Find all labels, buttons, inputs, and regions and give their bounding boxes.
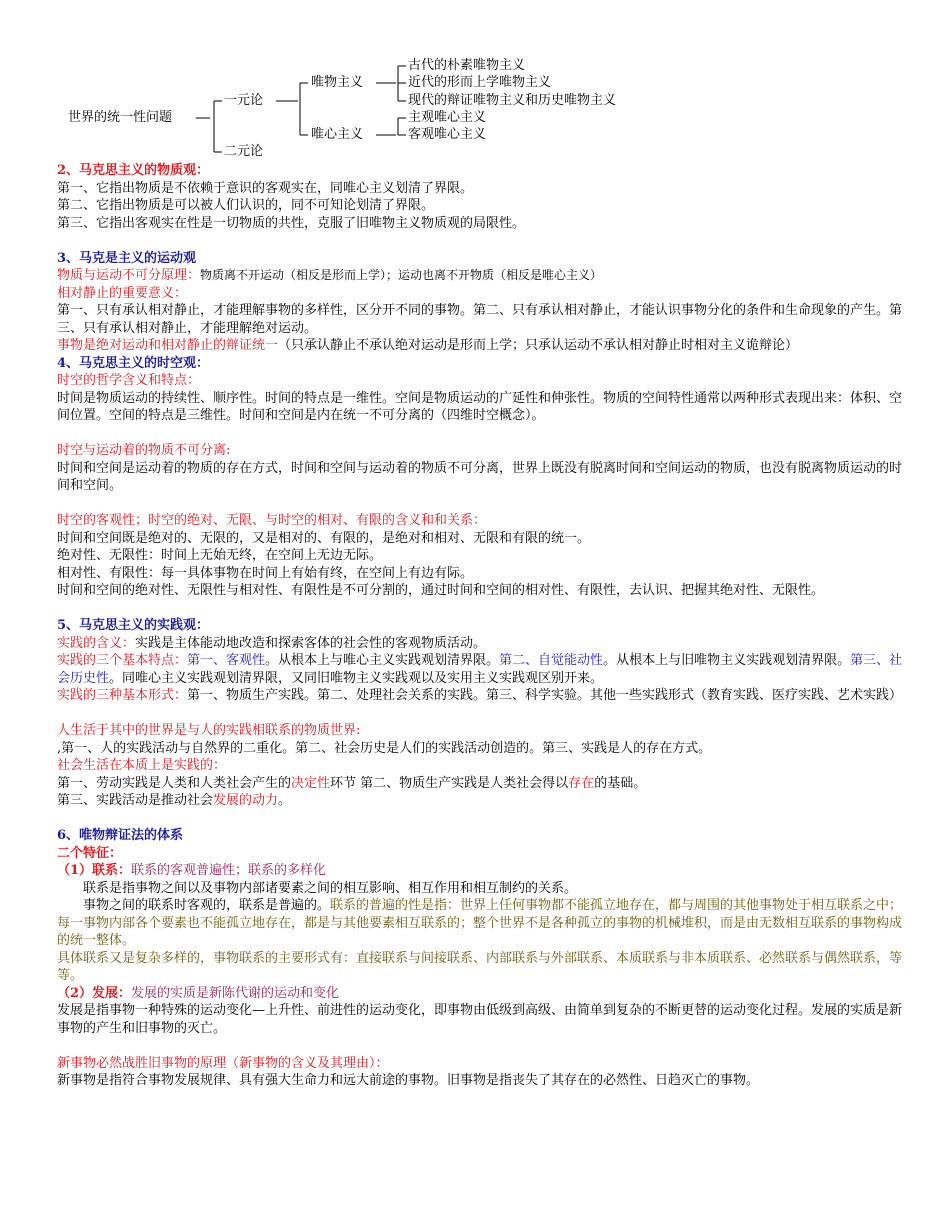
section-5-line1-text: 实践是主体能动地改造和探索客体的社会性的客观物质活动。 (135, 635, 487, 651)
feature-1: 第一、客观性 (187, 653, 266, 668)
section-6-c1 (57, 862, 909, 880)
section-6-p2-b: 联系的普遍的性是指：世界上任何事物都不能孤立地存在，都与周围的其他事物处于相互联系之中；每一事物内部各个要素也不能孤立地存在，都是与其他要素相互联系的；整个世界不是各种孤立的事物的机械堆积，而是由无数相互联系的事物构成的统一整体。 (57, 898, 903, 948)
section-4-p1: 时间是物质运动的持续性、顺序性。时间的特点是一维性。空间是物质运动的广延性和伸张性。物质的空间特性通常以两种形式表现出来：体积、空间位置。空间的特点是三维性。时间和空间是内在统一不可分离的（四维时空概念）。 (57, 390, 903, 423)
section-6-p2-a: 事物之间的联系时客观的，联系是普遍的。 (83, 898, 331, 913)
section-5-line5-label: 社会生活在本质上是实践的： (57, 758, 227, 773)
section-2-p1: 第一、它指出物质是不依赖于意识的客观实在，同唯心主义划清了界限。 (57, 180, 474, 196)
section-6-c2 (57, 985, 909, 1003)
tree-materialism: 唯物主义 (311, 75, 364, 90)
section-6-title: 6、唯物辩证法的体系 (57, 828, 184, 843)
section-4-line2-label: 时空与运动着的物质不可分离: (57, 443, 231, 458)
section-5-line3 (57, 687, 909, 705)
section-3-line2-label: 相对静止的重要意义： (57, 285, 188, 301)
section-2-p3: 第三、它指出客观实在性是一切物质的共性，克服了旧唯物主义物质观的局限性。 (57, 215, 526, 231)
tree-monism: 一元论 (224, 93, 264, 108)
feature-2: 第二、自觉能动性 (499, 653, 604, 668)
tree-materialism-modern: 近代的形而上学唯物主义 (408, 75, 552, 90)
section-5-p2-a: 第一、劳动实践是人类和人类社会产生的 (57, 775, 292, 791)
tree-materialism-dialectical: 现代的辩证唯物主义和历史唯物主义 (408, 93, 617, 108)
section-5-p3 (57, 792, 909, 810)
tree-idealism-subjective: 主观唯心主义 (408, 110, 487, 125)
section-6-p3: 具体联系又是复杂多样的，事物联系的主要形式有：直接联系与间接联系、内部联系与外部联系、本质联系与非本质联系、必然联系与偶然联系，等等。 (57, 950, 903, 983)
section-4-p6: 时间和空间的绝对性、无限性与相对性、有限性是不可分割的，通过时间和空间的相对性、有限性，去认识、把握其绝对性、无限性。 (57, 583, 825, 598)
feature-1-text: 。从根本上与唯心主义实践观划清界限。 (265, 653, 500, 668)
section-5-p3-c: 。 (278, 793, 292, 808)
section-6-c2-label: （2）发展： (57, 985, 132, 1001)
section-6-line-label: 新事物必然战胜旧事物的原理（新事物的含义及其理由）： (57, 1055, 389, 1071)
section-4-title: 4、马克思主义的时空观： (57, 355, 210, 371)
feature-2-text: 。从根本上与旧唯物主义实践观划清界限。 (603, 653, 851, 668)
section-6-p2 (57, 897, 909, 950)
section-3-line3 (57, 337, 909, 355)
section-4-p2: 时间和空间是运动着的物质的存在方式，时间和空间与运动着的物质不可分离，世界上既没有脱离时间和空间运动的物质，也没有脱离物质运动的时间和空间。 (57, 460, 903, 493)
section-5-line4-label: 人生活于其中的世界是与人的实践相联系的物质世界: (57, 723, 361, 738)
section-6-p5: 新事物是指符合事物发展规律、具有强大生命力和远大前途的事物。旧事物是指丧失了其存在的必然性、日趋灭亡的事物。 (57, 1073, 760, 1088)
section-5-p2-c: 环节 第二、物质生产实践是人类社会得以 (330, 775, 569, 791)
section-6-p4: 发展是指事物一种特殊的运动变化—上升性、前进性的运动变化，即事物由低级到高级、由简单到复杂的不断更替的运动变化过程。发展的实质是新事物的产生和旧事物的灭亡。 (57, 1003, 903, 1036)
section-6-c1-text: 联系的客观普遍性；联系的多样化 (131, 863, 327, 878)
section-5-line2 (57, 652, 909, 687)
section-3-title: 3、马克是主义的运动观 (57, 250, 197, 266)
tree-idealism-objective: 客观唯心主义 (408, 127, 487, 142)
section-6-c2-text: 发展的实质是新陈代谢的运动和变化 (131, 985, 340, 1001)
section-3-line3-label: 事物是绝对运动和相对静止的辩证统一 (57, 338, 279, 353)
section-3-line3-text: （只承认静止不承认绝对运动是形而上学；只承认运动不承认相对静止时相对主义诡辩论） (278, 338, 799, 353)
section-5-p2-e: 的基础。 (594, 775, 647, 791)
concept-tree (0, 0, 950, 170)
tree-root: 世界的统一性问题 (68, 110, 173, 125)
section-4-p5: 相对性、有限性：每一具体事物在时间上有始有终，在空间上有边有际。 (57, 565, 474, 581)
tree-materialism-ancient: 古代的朴素唯物主义 (408, 58, 526, 73)
section-2-p2: 第二、它指出物质是可以被人们认识的，同不可知论划清了界限。 (57, 198, 435, 213)
section-5-line3-text: 第一、物质生产实践。第二、处理社会关系的实践。第三、科学实验。其他一些实践形式（教育实践、医疗实践、艺术实践） (187, 688, 903, 703)
document-body (57, 162, 909, 1090)
section-5-title: 5、马克思主义的实践观： (57, 618, 210, 633)
section-5-p2 (57, 775, 909, 793)
section-5-line1 (57, 635, 909, 653)
section-3-line1 (57, 267, 909, 285)
section-4-line3-label: 时空的客观性；时空的绝对、无限、与时空的相对、有限的含义和和关系： (57, 513, 487, 528)
section-5-p2-b: 决定性 (291, 775, 331, 791)
section-4-p4: 绝对性、无限性：时间上无始无终，在空间上无边无际。 (57, 548, 383, 563)
section-5-line2-label: 实践的三个基本特点： (57, 653, 188, 668)
section-5-p3-a: 第三、实践活动是推动社会 (57, 793, 214, 808)
section-2-title: 2、马克思主义的物质观： (57, 163, 210, 178)
section-5-p1: ,第一、人的实践活动与自然界的二重化。第二、社会历史是人们的实践活动创造的。第三、实践是人的存在方式。 (57, 740, 712, 756)
section-3-p1: 第一、只有承认相对静止，才能理解事物的多样性，区分开不同的事物。第二、只有承认相对静止，才能认识事物分化的条件和生命现象的产生。第三、只有承认相对静止，才能理解绝对运动。 (57, 303, 903, 336)
section-3-line1-text: 物质离不开运动（相反是形而上学）；运动也离不开物质（相反是唯心主义） (200, 268, 603, 282)
section-4-line1-label: 时空的哲学含义和特点： (57, 373, 201, 388)
section-4-p3: 时间和空间既是绝对的、无限的，又是相对的、有限的，是绝对和相对、无限和有限的统一。 (57, 530, 591, 546)
section-5-line3-label: 实践的三种基本形式： (57, 688, 188, 703)
section-5-line1-label: 实践的含义： (57, 635, 136, 651)
feature-3: 第三、社会历史性 (57, 653, 903, 686)
section-5-p2-d: 存在 (568, 775, 595, 791)
section-6-subtitle: 二个特征： (57, 845, 123, 861)
tree-dualism: 二元论 (224, 144, 264, 159)
section-6-p1: 联系是指事物之间以及事物内部诸要素之间的相互影响、相互作用和相互制约的关系。 (83, 880, 578, 896)
feature-3-text: 。同唯心主义实践观划清界限，又同旧唯物主义实践观以及实用主义实践观区别开来。 (109, 670, 604, 686)
section-3-line1-label: 物质与运动不可分原理： (57, 268, 201, 283)
tree-idealism: 唯心主义 (311, 127, 364, 142)
section-6-c1-label: （1）联系： (57, 863, 132, 878)
section-5-p3-b: 发展的动力 (213, 793, 279, 808)
